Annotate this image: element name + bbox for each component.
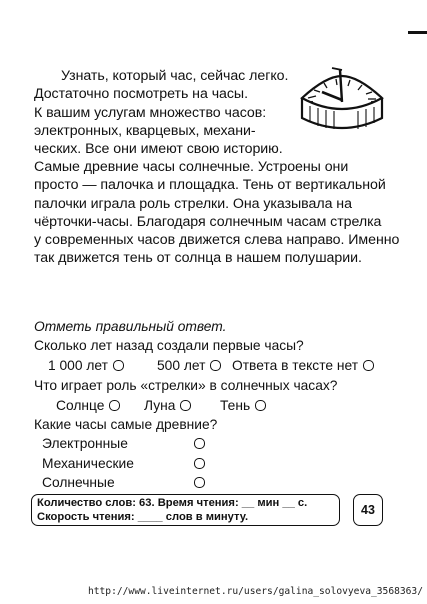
answer-checkbox[interactable] bbox=[194, 477, 205, 488]
answer-checkbox[interactable] bbox=[113, 360, 124, 371]
answer-checkbox[interactable] bbox=[109, 400, 120, 411]
word-count-line: Количество слов: 63. Время чтения: __ мин __ с. bbox=[37, 497, 308, 509]
option-label: Ответа в тексте нет bbox=[232, 358, 359, 373]
text-line: у современных часов движется слева направо. Именно bbox=[34, 232, 400, 249]
option-label: Механические bbox=[42, 456, 134, 471]
text-line: К вашим услугам множество часов: bbox=[34, 104, 267, 121]
reading-text-intro bbox=[34, 67, 288, 158]
option-label: Солнце bbox=[56, 398, 105, 413]
answer-checkbox[interactable] bbox=[194, 438, 205, 449]
q2-answer-shadow[interactable] bbox=[220, 398, 266, 413]
question-3: Какие часы самые древние? bbox=[34, 417, 218, 432]
answer-checkbox[interactable] bbox=[255, 400, 266, 411]
text-line: Самые древние часы солнечные. Устроены они bbox=[34, 159, 349, 175]
sundial-icon bbox=[296, 62, 388, 142]
q2-answer-moon[interactable] bbox=[144, 398, 191, 413]
answer-checkbox[interactable] bbox=[363, 360, 374, 371]
text-line: Узнать, который час, сейчас легко. bbox=[61, 68, 289, 84]
text-line: так движется тень от солнца в нашем полушарии. bbox=[34, 250, 362, 267]
reading-stats-box bbox=[31, 494, 340, 526]
text-line: ческих. Все они имеют свою историю. bbox=[34, 141, 283, 158]
answer-checkbox[interactable] bbox=[194, 458, 205, 469]
text-line: чёрточки-часы. Благодаря солнечным часам стрелка bbox=[34, 213, 382, 230]
question-1: Сколько лет назад создали первые часы? bbox=[34, 338, 304, 353]
reading-text-main bbox=[34, 158, 399, 268]
text-line: палочки играла роль стрелки. Она указывала на bbox=[34, 195, 352, 212]
option-label: Электронные bbox=[42, 436, 128, 451]
option-label: 1 000 лет bbox=[48, 358, 108, 373]
answer-checkbox[interactable] bbox=[180, 400, 191, 411]
quiz-instruction: Отметь правильный ответ. bbox=[34, 319, 227, 334]
q3-answer-solar[interactable] bbox=[42, 475, 205, 490]
text-line: Достаточно посмотреть на часы. bbox=[34, 86, 248, 103]
q3-answer-electronic[interactable] bbox=[42, 436, 205, 451]
option-label: Солнечные bbox=[42, 475, 115, 490]
option-label: 500 лет bbox=[157, 358, 206, 373]
corner-dash bbox=[408, 31, 427, 34]
answer-checkbox[interactable] bbox=[210, 360, 221, 371]
q1-answer-none[interactable] bbox=[232, 358, 374, 373]
source-url: http://www.liveinternet.ru/users/galina_solovyeva_3568363/ bbox=[87, 586, 423, 597]
reading-speed-line: Скорость чтения: ____ слов в минуту. bbox=[37, 511, 249, 523]
option-label: Тень bbox=[220, 398, 251, 413]
q2-answer-sun[interactable] bbox=[56, 398, 120, 413]
q1-answer-1000[interactable] bbox=[48, 358, 124, 373]
option-label: Луна bbox=[144, 398, 176, 413]
q1-answer-500[interactable] bbox=[157, 358, 221, 373]
page-number: 43 bbox=[353, 494, 383, 526]
text-line: просто — палочка и площадка. Тень от вертикальной bbox=[34, 177, 386, 194]
text-line: электронных, кварцевых, механи- bbox=[34, 122, 256, 139]
q3-answer-mechanical[interactable] bbox=[42, 456, 205, 471]
question-2: Что играет роль «стрелки» в солнечных часах? bbox=[34, 378, 338, 393]
